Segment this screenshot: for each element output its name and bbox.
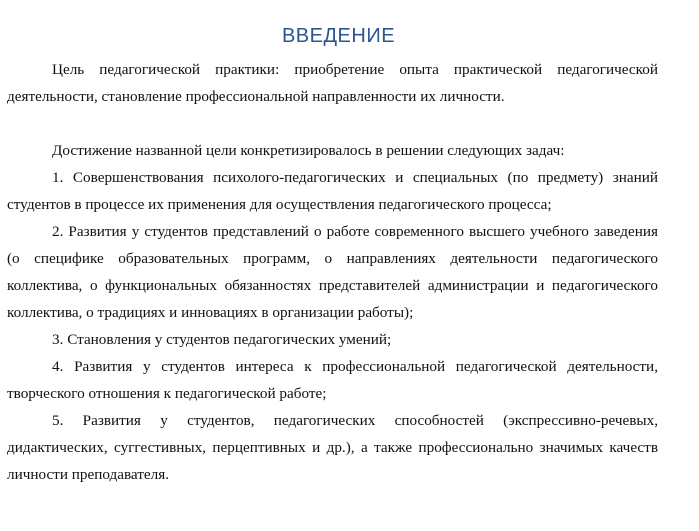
paragraph-spacer — [7, 110, 658, 137]
paragraph-tasks-intro: Достижение названной цели конкретизировалось в решении следующих задач: — [52, 142, 565, 159]
list-item-task-5: 5. Развития у студентов, педагогических способностей (экспрессивно-речевых, дидактических, суггестивных, перцептивных и др.), а также профессионально значимых качеств личности преподавателя. — [7, 412, 658, 483]
list-item-task-1: 1. Совершенствования психолого-педагогических и специальных (по предмету) знаний студентов в процессе их применения для осуществления педагогического процесса; — [7, 169, 658, 213]
list-item-task-3: 3. Становления у студентов педагогических умений; — [52, 331, 392, 348]
page-title: ВВЕДЕНИЕ — [281, 25, 396, 47]
paragraph-goal: Цель педагогической практики: приобретение опыта практической педагогической деятельности, становление профессиональной направленности их личности. — [7, 61, 658, 105]
list-item-task-4: 4. Развития у студентов интереса к профессиональной педагогической деятельности, творческого отношения к педагогической работе; — [7, 358, 658, 402]
list-item-task-2: 2. Развития у студентов представлений о работе современного высшего учебного заведения (о специфике образовательных программ, о направлениях деятельности педагогического коллектива, о функциональных обязанностях представителей администрации и педагогического коллектива, о традициях и инновациях в организации работы); — [7, 223, 658, 321]
